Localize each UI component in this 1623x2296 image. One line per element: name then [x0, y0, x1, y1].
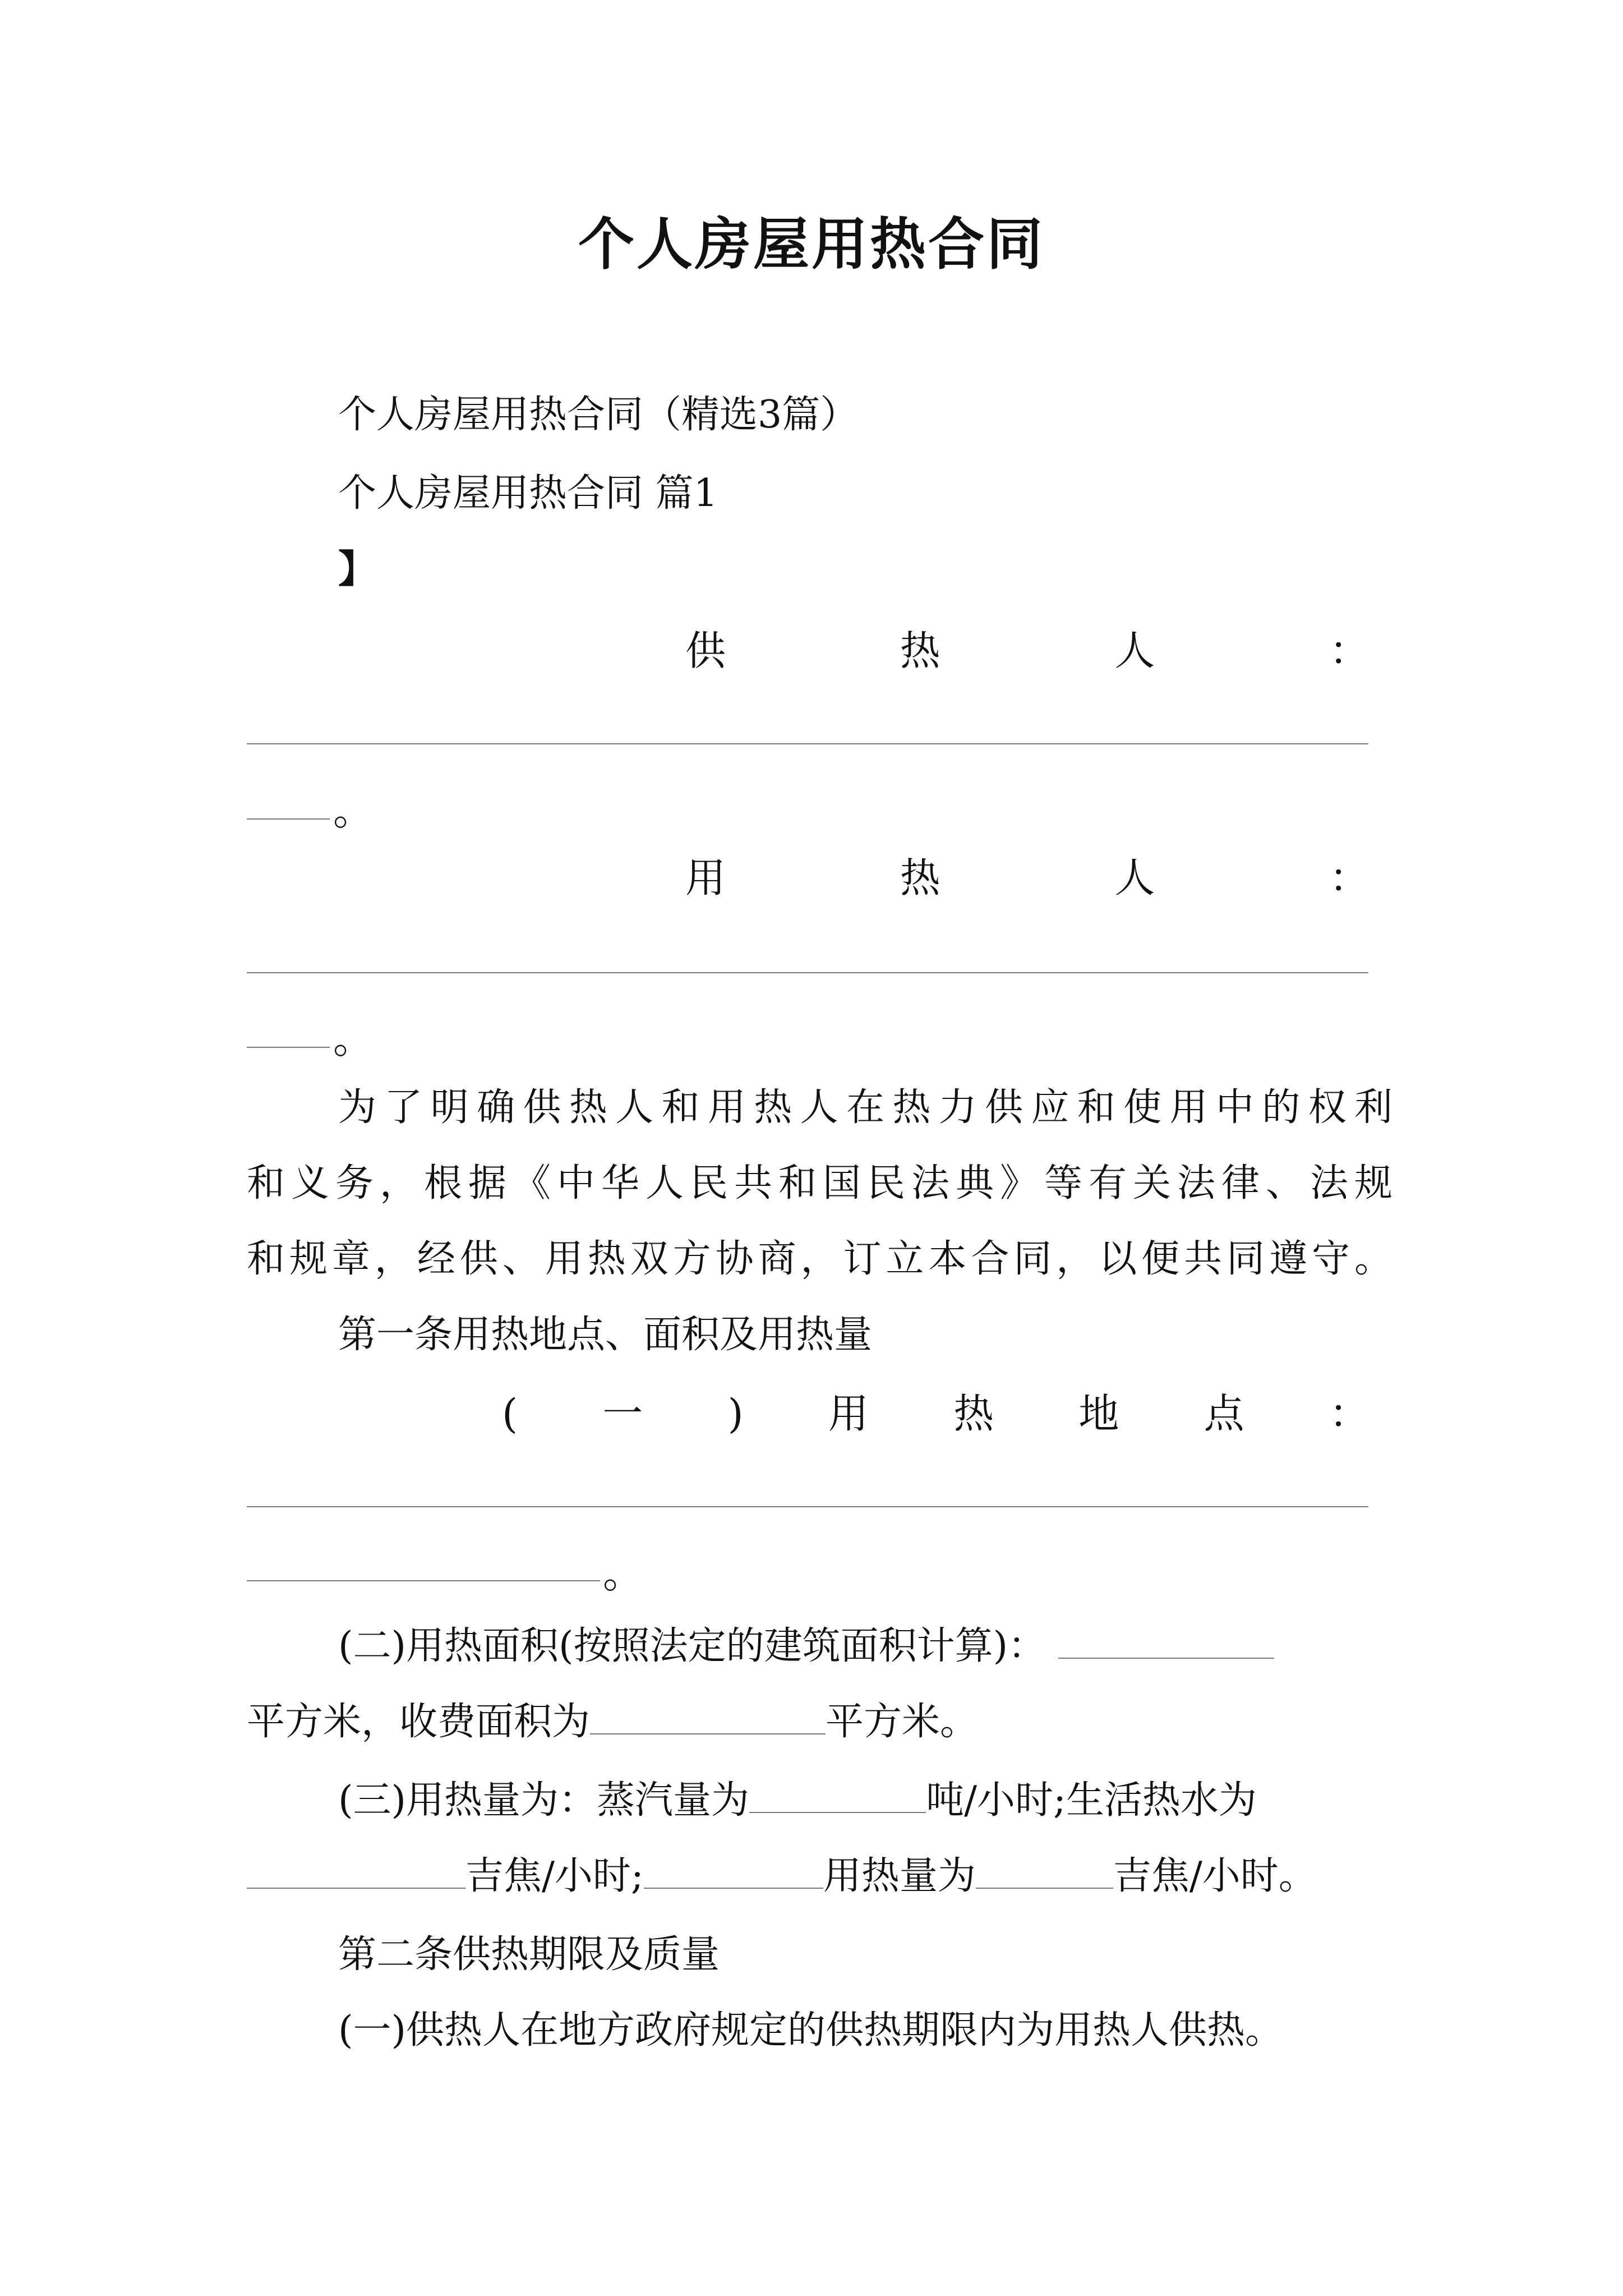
area-line-2-a: 平方米，收费面积为	[247, 1700, 591, 1744]
preamble-line-2: 和义务，根据《中华人民共和国民法典》等有关法律、法规	[247, 1161, 1393, 1205]
supplier-fill-end	[247, 818, 330, 820]
steam-blank	[749, 1779, 926, 1813]
location-char: 一	[602, 1390, 643, 1437]
location-char: )	[727, 1390, 744, 1437]
charge-area-blank	[590, 1701, 826, 1734]
article-1-title: 第一条用热地点、面积及用热量	[338, 1313, 873, 1357]
location-char: ：	[1329, 1390, 1370, 1437]
supplier-char: 人	[1114, 627, 1155, 674]
user-char: 用	[685, 854, 726, 901]
document-subtitle: 个人房屋用热合同（精选3篇）	[338, 393, 859, 437]
heat-line-2-b: 用热量为	[823, 1854, 976, 1898]
heat-line-1-b: 吨/小时;生活热水为	[926, 1778, 1257, 1823]
supplier-period: 。	[333, 787, 374, 834]
article-2-clause-1: (一)供热人在地方政府规定的供热期限内为用热人供热。	[338, 2008, 1284, 2053]
area-line-2	[247, 1694, 1396, 1750]
user-fill-end	[247, 1047, 330, 1048]
supplier-char: 供	[685, 627, 726, 674]
user-char: 人	[1114, 854, 1155, 901]
supplier-char: 热	[900, 627, 940, 674]
heat-amount-blank	[976, 1855, 1113, 1889]
location-char: 地	[1078, 1390, 1119, 1437]
hot-water-blank	[247, 1855, 465, 1889]
section-heading: 个人房屋用热合同 篇1	[338, 471, 718, 516]
user-char: 热	[900, 854, 940, 901]
user-char: ：	[1329, 854, 1370, 901]
other-use-blank	[644, 1855, 823, 1889]
document-title: 个人房屋用热合同	[578, 211, 1045, 277]
article-2-title: 第二条供热期限及质量	[338, 1932, 720, 1977]
heat-line-1	[338, 1773, 1488, 1829]
area-line-2-b: 平方米。	[826, 1700, 979, 1744]
preamble-line-1: 为了明确供热人和用热人在热力供应和使用中的权利	[338, 1085, 1393, 1130]
area-blank	[1058, 1625, 1274, 1659]
user-fill-line	[247, 972, 1368, 973]
heat-line-2-a: 吉焦/小时;	[465, 1854, 644, 1898]
bracket-mark: 】	[338, 547, 377, 592]
heat-line-2-c: 吉焦/小时。	[1113, 1854, 1317, 1898]
location-period: 。	[603, 1550, 644, 1597]
location-char: 热	[953, 1390, 994, 1437]
heat-line-1-a: (三)用热量为：蒸汽量为	[338, 1778, 750, 1823]
supplier-fill-line	[247, 743, 1368, 744]
location-fill-end	[247, 1580, 600, 1581]
supplier-label	[685, 623, 1370, 679]
location-char: 点	[1204, 1390, 1244, 1437]
user-period: 。	[333, 1015, 374, 1062]
heat-line-2	[247, 1848, 1396, 1904]
user-label	[685, 850, 1370, 906]
location-label	[502, 1386, 1370, 1442]
preamble-line-3: 和规章，经供、用热双方协商，订立本合同，以便共同遵守。	[247, 1237, 1393, 1281]
area-line-1	[338, 1618, 1488, 1674]
location-fill-line	[247, 1506, 1368, 1507]
supplier-char: ：	[1329, 627, 1370, 674]
area-line-1-text: (二)用热面积(按照法定的建筑面积计算)：	[338, 1624, 1046, 1668]
location-char: (	[502, 1390, 518, 1437]
location-char: 用	[828, 1390, 869, 1437]
